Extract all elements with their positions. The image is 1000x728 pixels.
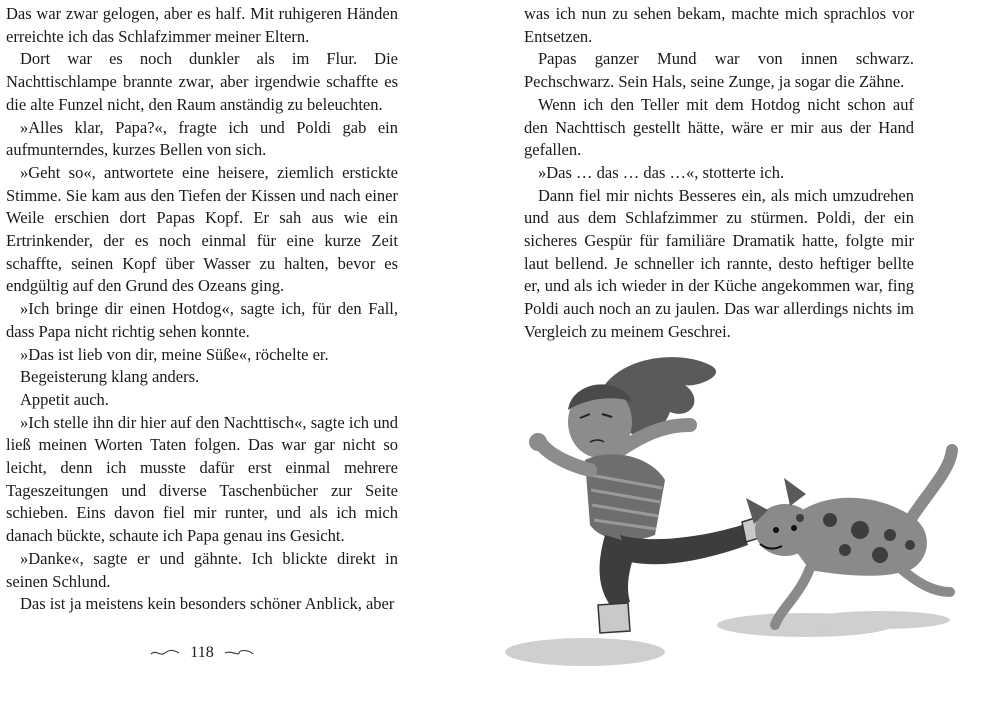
paragraph: Dann fiel mir nichts Besseres ein, als mich umzudrehen und aus dem Schlafzimmer zu stürmen. Poldi, der ein sicheres Gespür für familiäre Dramatik hatte, folgte mir laut bellend. Je schneller ich rannte, desto heftiger bellte er, und als ich wieder in der Küche angekommen war, fing Poldi auch noch an zu jaulen. Das war allerdings nichts im Vergleich zu meinem Geschrei. bbox=[524, 185, 914, 341]
paragraph: »Danke«, sagte er und gähnte. Ich blickte direkt in seinen Schlund. bbox=[6, 548, 398, 591]
page-number: 118 bbox=[190, 644, 214, 661]
paragraph: »Ich stelle ihn dir hier auf den Nachttisch«, sagte ich und ließ meinen Worten Taten folgen. Das war gar nicht so leicht, denn ich musste dafür erst einmal mehrere Tageszeitungen und diverse Taschenbücher zur Seite schieben. Eins davon fiel mir runter, und als ich mich danach bückte, schaute ich Papa genau ins Gesicht. bbox=[6, 412, 398, 546]
paragraph: »Geht so«, antwortete eine heisere, ziemlich erstickte Stimme. Sie kam aus den Tiefen der Kissen und nach einer Weile erschien dort Papas Kopf. Er sah aus wie ein Ertrinkender, der es noch einmal für eine kurze Zeit schaffte, seinen Kopf über Wasser zu halten, bevor es endgültig auf den Grund des Ozeans ging. bbox=[6, 162, 398, 296]
paragraph: Dort war es noch dunkler als im Flur. Die Nachttischlampe brannte zwar, aber irgendwie schaffte es die alte Funzel nicht, den Raum anständig zu beleuchten. bbox=[6, 49, 398, 114]
paragraph: was ich nun zu sehen bekam, machte mich sprachlos vor Entsetzen. bbox=[524, 4, 914, 46]
paragraph: »Das ist lieb von dir, meine Süße«, röchelte er. bbox=[20, 344, 329, 364]
paragraph: Das war zwar gelogen, aber es half. Mit ruhigeren Händen erreichte ich das Schlafzimmer meiner Eltern. bbox=[6, 4, 398, 46]
right-page bbox=[524, 0, 914, 344]
paragraph: Papas ganzer Mund war von innen schwarz. Pechschwarz. Sein Hals, seine Zunge, ja sogar die Zähne. bbox=[524, 49, 914, 92]
paragraph: »Alles klar, Papa?«, fragte ich und Poldi gab ein aufmunterndes, kurzes Bellen von sich. bbox=[6, 117, 398, 160]
paragraph: »Ich bringe dir einen Hotdog«, sagte ich, für den Fall, dass Papa nicht richtig sehen konnte. bbox=[6, 299, 398, 341]
swash-ornament-icon bbox=[150, 648, 180, 658]
dog-figure bbox=[746, 450, 952, 625]
page-number-folio bbox=[150, 644, 254, 662]
paragraph: »Das … das … das …«, stotterte ich. bbox=[538, 162, 785, 182]
running-girl-and-dog-illustration bbox=[480, 330, 1000, 728]
left-page-text bbox=[6, 0, 398, 616]
paragraph: Das ist ja meistens kein besonders schöner Anblick, aber bbox=[20, 594, 395, 614]
paragraph: Appetit auch. bbox=[20, 389, 109, 409]
paragraph: Wenn ich den Teller mit dem Hotdog nicht schon auf den Nachttisch gestellt hätte, wäre er mir aus der Hand gefallen. bbox=[524, 94, 914, 160]
left-page bbox=[6, 0, 398, 616]
ground-shadow bbox=[505, 611, 950, 666]
paragraph: Begeisterung klang anders. bbox=[20, 367, 200, 387]
swash-ornament-icon bbox=[224, 648, 254, 658]
girl-figure bbox=[529, 357, 772, 633]
right-page-text bbox=[524, 0, 914, 344]
